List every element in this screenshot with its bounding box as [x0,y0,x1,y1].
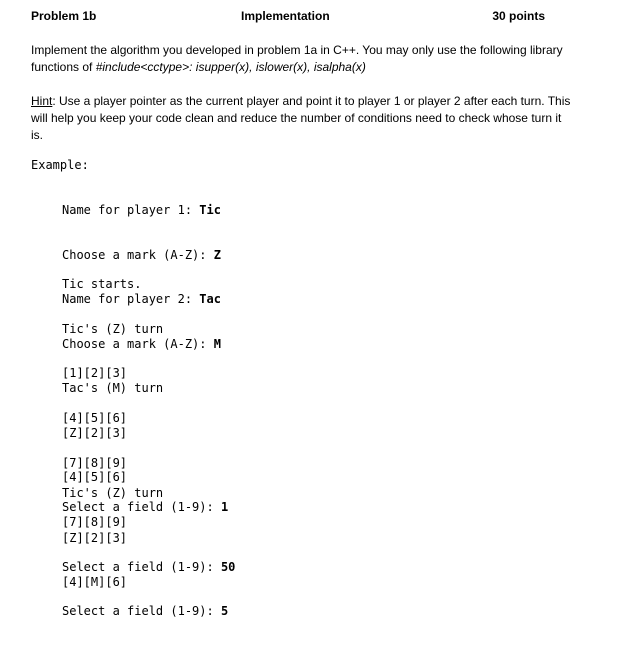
code-line: Tac's (M) turn [62,380,164,395]
code-line: Tic's (Z) turn [62,485,164,500]
code-line: Tic's (Z) turn [62,321,164,336]
section-title: Implementation [241,9,330,23]
intro-text: Implement the algorithm you developed in problem 1a in C++. You may only use the following library functions of [31,43,563,74]
example-block-3 [62,456,163,620]
code-line: Name for player 1: Tic [62,202,221,217]
hint-paragraph [31,93,571,144]
code-line: [7][8][9] [62,514,128,529]
code-line: Select a field (1-9): 5 [62,604,229,619]
hint-text: : Use a player pointer as the current player and point it to player 1 or player 2 after each turn. This will help you keep your code clean and reduce the number of conditions need to check whose turn it is. [31,94,571,142]
points-label: 30 points [492,9,545,23]
code-line: Tic starts. [62,276,142,291]
code-line: Name for player 2: Tac [62,292,221,307]
intro-paragraph [31,42,571,76]
code-line: [Z][2][3] [62,425,128,440]
code-line: [7][8][9] [62,455,128,470]
intro-colon: : [189,60,196,74]
problem-number: Problem 1b [31,9,97,23]
code-line: Select a field (1-9): 50 [62,559,236,574]
code-line: [4][M][6] [62,575,128,590]
hint-label: Hint [31,94,53,108]
allowed-functions: isupper(x), islower(x), isalpha(x) [195,60,366,74]
code-line: [4][5][6] [62,470,128,485]
include-directive: #include<cctype> [95,60,190,74]
code-line: [Z][2][3] [62,530,128,545]
code-line: Choose a mark (A-Z): M [62,336,221,351]
code-line: Select a field (1-9): 1 [62,500,229,515]
code-line: [1][2][3] [62,366,128,381]
code-line: [4][5][6] [62,410,128,425]
example-title: Example: [31,158,89,172]
code-line: Choose a mark (A-Z): Z [62,247,221,262]
